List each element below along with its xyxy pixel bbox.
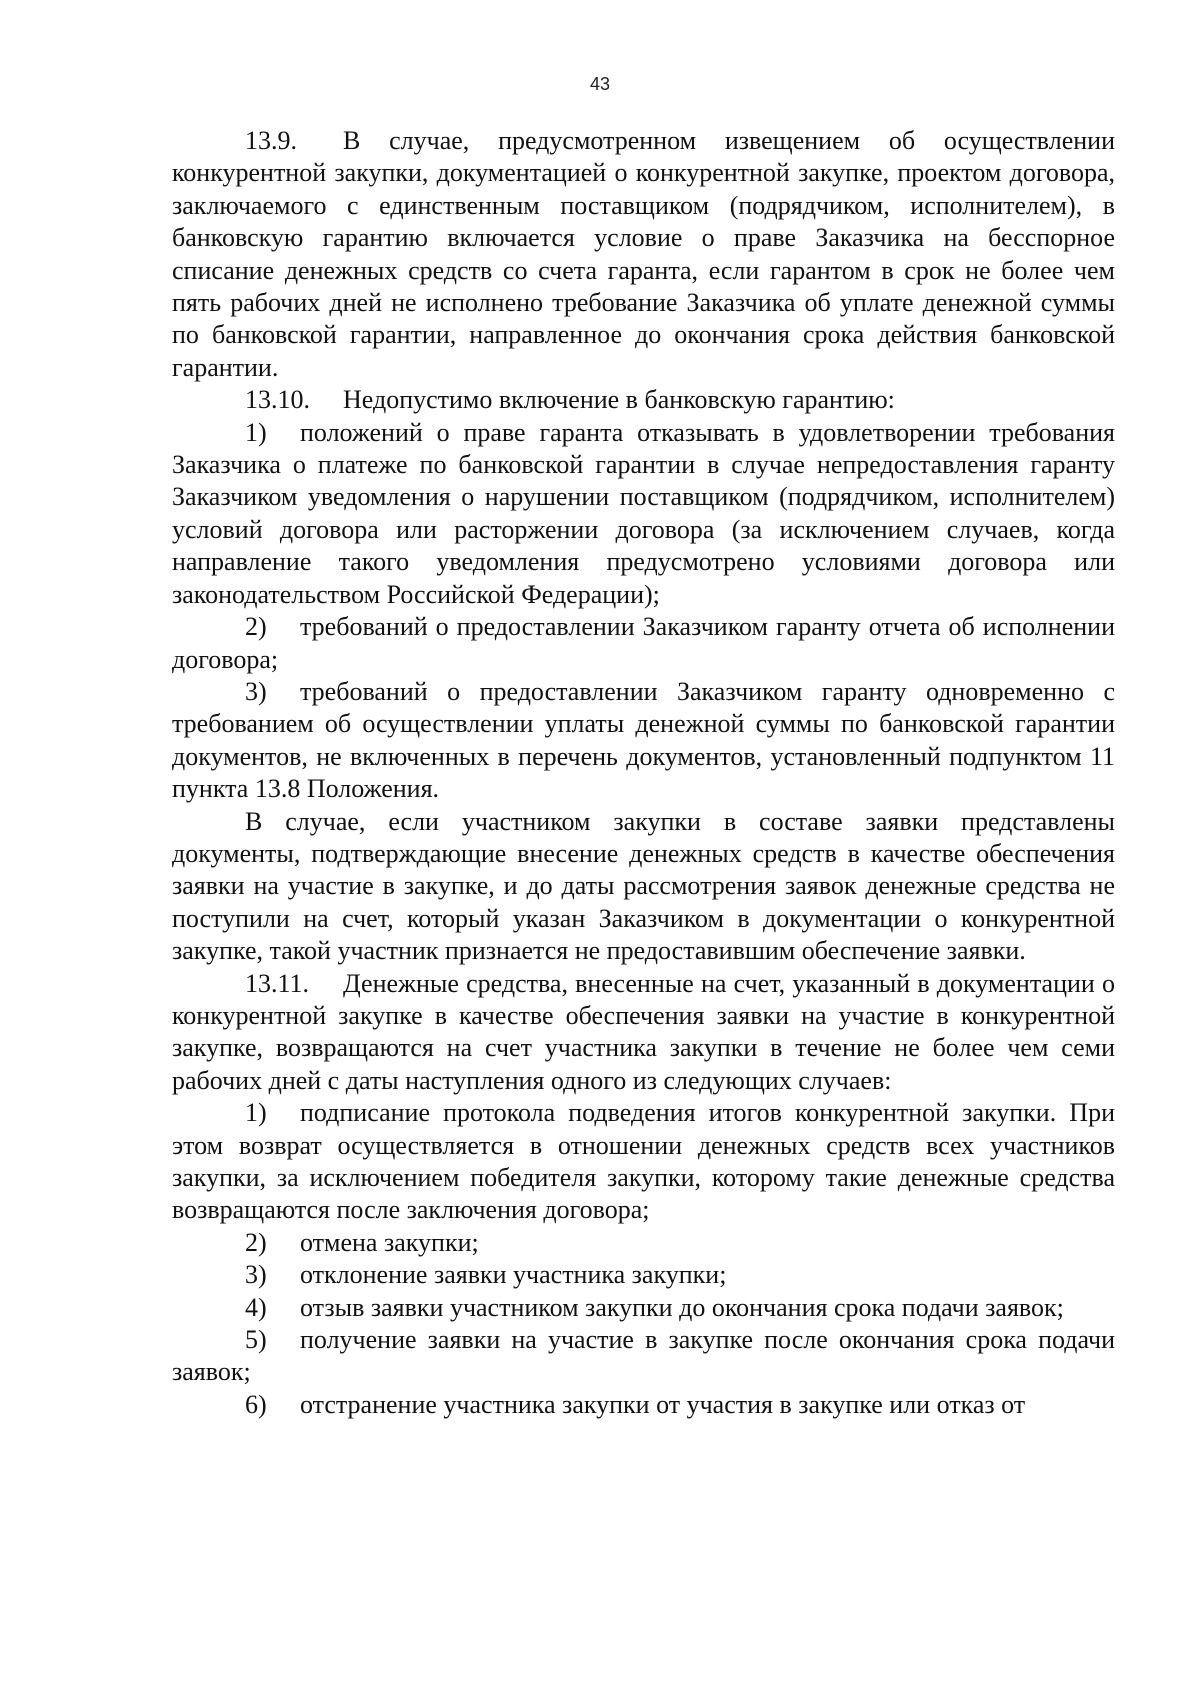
list-item-text: отзыв заявки участником закупки до окончания срока подачи заявок;	[300, 1292, 1064, 1322]
list-item	[172, 1259, 1115, 1291]
list-item	[172, 1389, 1115, 1421]
list-item-number: 2)	[245, 1227, 267, 1257]
list-item	[172, 1324, 1115, 1389]
list-item	[172, 417, 1115, 611]
paragraph-plain	[172, 806, 1115, 968]
list-item-number: 3)	[245, 1260, 267, 1290]
paragraph-text: В случае, предусмотренном извещением об осуществлении конкурентной закупки, документацией о конкурентной закупке, проектом договора, заключаемого с единственным поставщиком (подрядчиком, исполнителем), в банковскую гарантию включается условие о праве Заказчика на бесспорное списание денежных средств со счета гаранта, если гарантом в срок не более чем пять рабочих дней не исполнено требование Заказчика об уплате денежной суммы по банковской гарантии, направленное до окончания срока действия банковской гарантии.	[172, 126, 1115, 382]
list-item-text: положений о праве гаранта отказывать в удовлетворении требования Заказчика о платеже по банковской гарантии в случае непредоставления гаранту Заказчиком уведомления о нарушении поставщиком (подрядчиком, исполнителем) условий договора или расторжении договора (за исключением случаев, когда направление такого уведомления предусмотрено условиями договора или законодательством Российской Федерации);	[172, 417, 1115, 609]
list-item-number: 1)	[245, 1098, 267, 1128]
list-item-number: 2)	[245, 612, 267, 642]
list-item-number: 6)	[245, 1389, 267, 1419]
list-item-text: отстранение участника закупки от участия в закупке или отказ от	[300, 1389, 1026, 1419]
list-item-text: требований о предоставлении Заказчиком гаранту отчета об исполнении договора;	[172, 612, 1115, 674]
list-item	[172, 1292, 1115, 1324]
paragraph-text: Недопустимо включение в банковскую гарантию:	[343, 385, 895, 415]
paragraph-number: 13.10.	[245, 385, 310, 415]
list-item-text: получение заявки на участие в закупке после окончания срока подачи заявок;	[172, 1325, 1115, 1387]
paragraph-13-10	[172, 384, 1115, 416]
list-item-number: 5)	[245, 1325, 267, 1355]
list-item-text: требований о предоставлении Заказчиком гаранту одновременно с требованием об осуществлении уплаты денежной суммы по банковской гарантии документов, не включенных в перечень документов, установленный подпунктом 11 пункта 13.8 Положения.	[172, 676, 1115, 804]
paragraph-text: В случае, если участником закупки в составе заявки представлены документы, подтверждающие внесение денежных средств в качестве обеспечения заявки на участие в закупке, и до даты рассмотрения заявок денежные средства не поступили на счет, который указан Заказчиком в документации о конкурентной закупке, такой участник признается не предоставившим обеспечение заявки.	[172, 806, 1115, 966]
paragraph-text: Денежные средства, внесенные на счет, указанный в документации о конкурентной закупке в качестве обеспечения заявки на участие в конкурентной закупке, возвращаются на счет участника закупки в течение не более чем семи рабочих дней с даты наступления одного из следующих случаев:	[172, 968, 1115, 1095]
paragraph-number: 13.9.	[245, 126, 297, 155]
paragraph-13-11	[172, 968, 1115, 1098]
paragraph-number: 13.11.	[245, 968, 310, 998]
list-item	[172, 676, 1115, 806]
page-number: 43	[589, 74, 611, 94]
list-item	[172, 1227, 1115, 1259]
list-item-text: отмена закупки;	[300, 1227, 479, 1257]
list-item	[172, 611, 1115, 676]
list-item-number: 3)	[245, 676, 267, 706]
list-item-text: подписание протокола подведения итогов конкурентной закупки. При этом возврат осуществляется в отношении денежных средств всех участников закупки, за исключением победителя закупки, которому такие денежные средства возвращаются после заключения договора;	[172, 1098, 1115, 1225]
list-item-number: 4)	[245, 1292, 267, 1322]
list-item	[172, 1097, 1115, 1227]
document-body	[172, 125, 1115, 1421]
list-item-number: 1)	[245, 417, 267, 447]
list-item-text: отклонение заявки участника закупки;	[300, 1260, 727, 1290]
paragraph-13-9	[172, 125, 1115, 384]
